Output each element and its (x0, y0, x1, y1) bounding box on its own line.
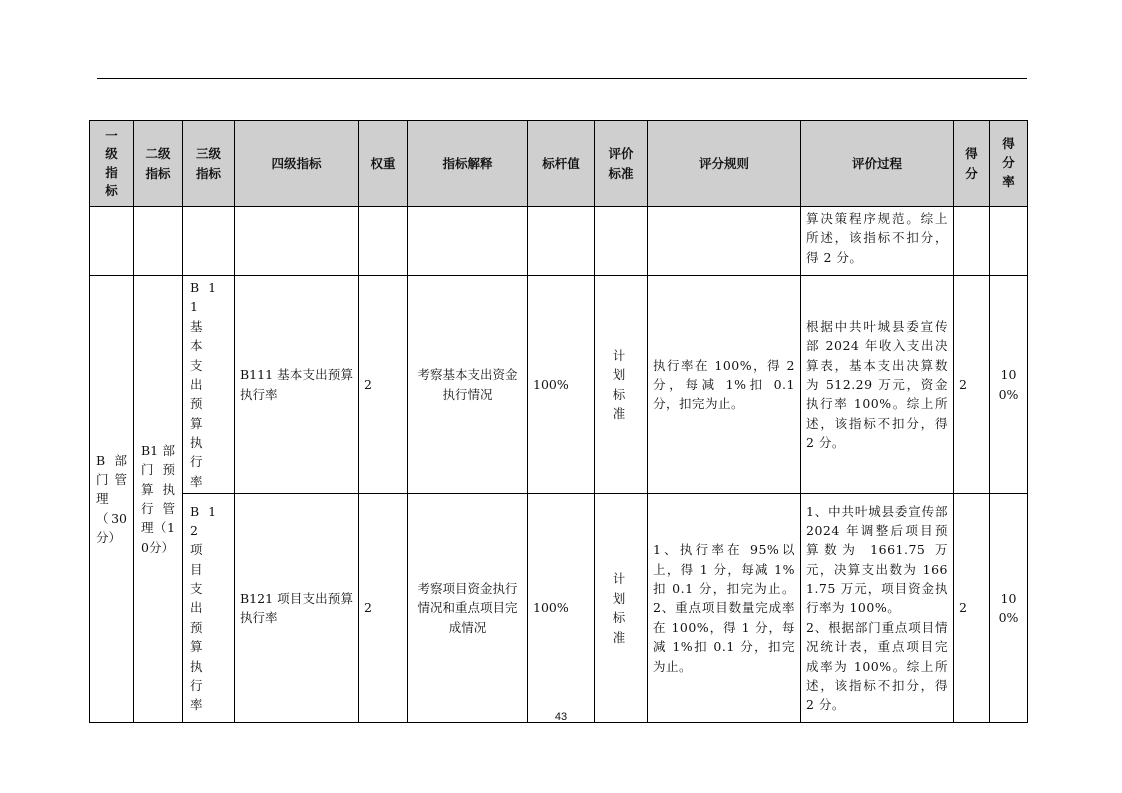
header-weight: 权重 (359, 121, 408, 207)
weight-cell: 2 (359, 276, 408, 494)
explanation-cell: 考察项目资金执行情况和重点项目完成情况 (408, 494, 528, 723)
level4-cell: B121 项目支出预算执行率 (235, 494, 359, 723)
weight-cell: 2 (359, 494, 408, 723)
header-row (90, 121, 1028, 207)
level3-cell: B12 项目支出预算执行率 (183, 494, 235, 723)
continued-cell-empty (990, 207, 1028, 276)
benchmark-cell: 100% (528, 494, 595, 723)
header-explanation: 指标解释 (408, 121, 528, 207)
continued-cell-empty (408, 207, 528, 276)
table-row (90, 494, 1028, 723)
standard-cell: 计划标准 (595, 494, 648, 723)
continued-cell-empty (235, 207, 359, 276)
table-row (90, 276, 1028, 494)
benchmark-cell: 100% (528, 276, 595, 494)
level2-cell: B1 部门预算执行管理（10分） (134, 276, 183, 723)
continued-cell-empty (528, 207, 595, 276)
header-score: 得分 (954, 121, 990, 207)
header-rate: 得分率 (990, 121, 1028, 207)
evaluation-table (89, 120, 1028, 723)
score-cell: 2 (954, 494, 990, 723)
rule-cell: 执行率在 100%，得 2 分，每减 1%扣 0.1 分，扣完为止。 (648, 276, 801, 494)
level4-cell: B111 基本支出预算执行率 (235, 276, 359, 494)
continued-cell-empty (954, 207, 990, 276)
process-cell: 根据中共叶城县委宣传部 2024 年收入支出决算表，基本支出决算数为 512.29 万元，资金执行率 100%。综上所述，该指标不扣分，得 2 分。 (801, 276, 954, 494)
header-level4: 四级指标 (235, 121, 359, 207)
continued-row (90, 207, 1028, 276)
level3-cell: B11 基本支出预算执行率 (183, 276, 235, 494)
header-process: 评价过程 (801, 121, 954, 207)
rate-cell: 100% (990, 494, 1028, 723)
continued-cell-empty (648, 207, 801, 276)
continued-cell-empty (595, 207, 648, 276)
header-level2: 二级指标 (134, 121, 183, 207)
header-level1: 一级指标 (90, 121, 134, 207)
header-level3: 三级指标 (183, 121, 235, 207)
header-rule (97, 78, 1027, 79)
continued-process: 算决策程序规范。综上所述，该指标不扣分，得 2 分。 (801, 207, 954, 276)
rule-cell: 1、执行率在 95%以上，得 1 分，每减 1%扣 0.1 分，扣完为止。2、重点项目数量完成率在 100%，得 1 分，每减 1%扣 0.1 分，扣完为止。 (648, 494, 801, 723)
continued-cell-empty (134, 207, 183, 276)
header-rule: 评分规则 (648, 121, 801, 207)
page-number: 43 (554, 711, 568, 723)
continued-cell-empty (90, 207, 134, 276)
process-cell: 1、中共叶城县委宣传部 2024 年调整后项目预算数为 1661.75 万元，决算支出数为 1661.75 万元，项目资金执行率为 100%。 2、根据部门重点项目情况统计表，重点项目完成率为 100%。综上所述，该指标不扣分，得 2 分。 (801, 494, 954, 723)
header-benchmark: 标杆值 (528, 121, 595, 207)
score-cell: 2 (954, 276, 990, 494)
continued-cell-empty (359, 207, 408, 276)
standard-cell: 计划标准 (595, 276, 648, 494)
explanation-cell: 考察基本支出资金执行情况 (408, 276, 528, 494)
rate-cell: 100% (990, 276, 1028, 494)
level1-cell: B 部门管理（30分） (90, 276, 134, 723)
continued-cell-empty (183, 207, 235, 276)
header-standard: 评价标准 (595, 121, 648, 207)
